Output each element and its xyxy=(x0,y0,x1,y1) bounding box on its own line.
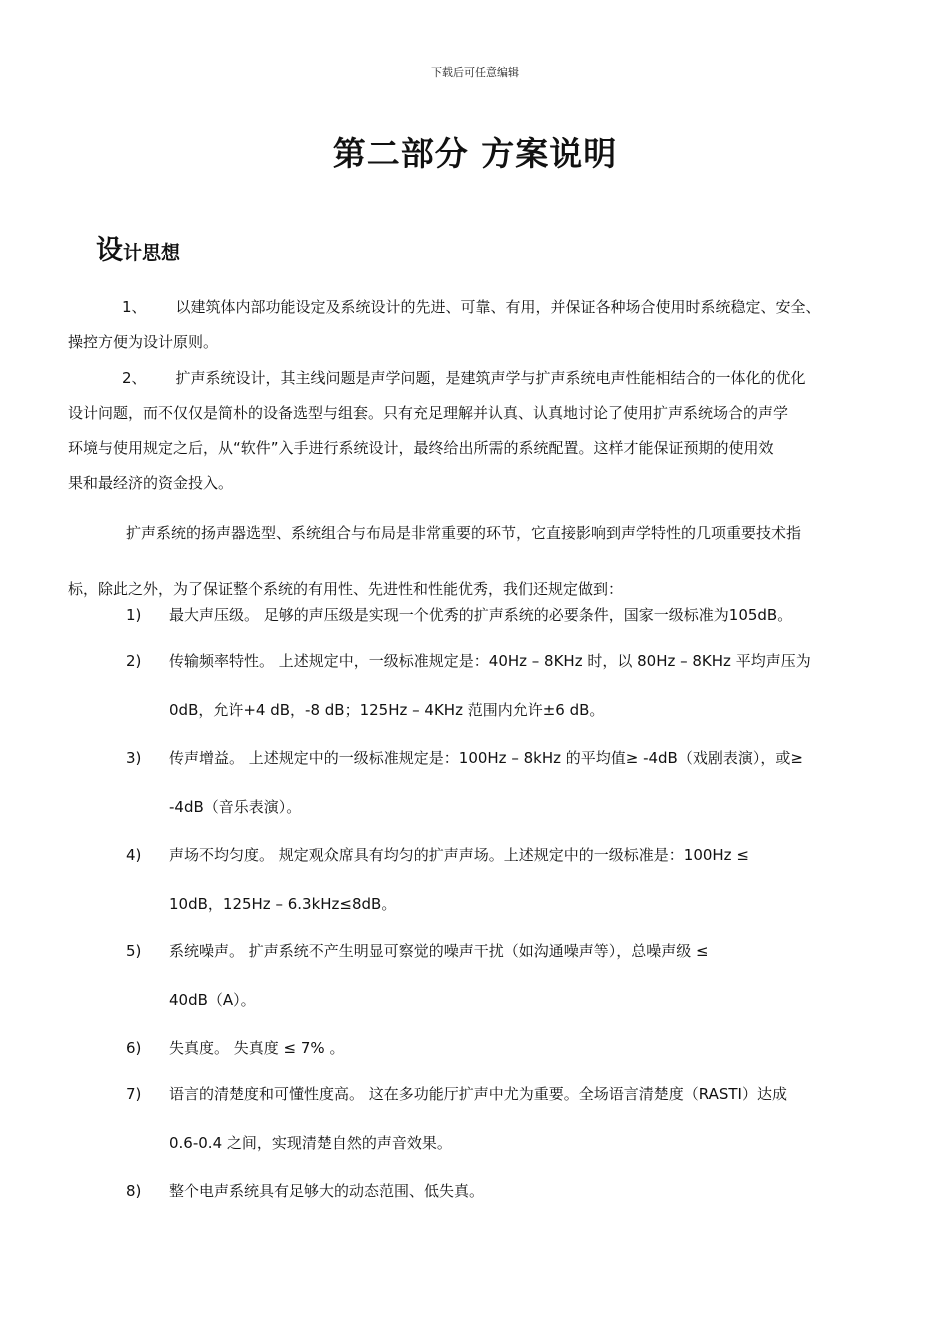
list-item-text: 失真度。 失真度 ≤ 7% 。 xyxy=(169,1039,345,1057)
list-item xyxy=(126,734,882,832)
paragraph-number: 1、 xyxy=(122,298,147,316)
paragraph-line: 环境与使用规定之后，从“软件”入手进行系统设计，最终给出所需的系统配置。这样才能保证预期的使用效 xyxy=(68,439,774,457)
list-item-text: 最大声压级。 足够的声压级是实现一个优秀的扩声系统的必要条件，国家一级标准为105dB。 xyxy=(169,606,793,624)
section-heading-first-char: 设 xyxy=(96,235,123,266)
paragraph-line: 标，除此之外，为了保证整个系统的有用性、先进性和性能优秀，我们还规定做到： xyxy=(68,580,624,598)
list-item-number: 8) xyxy=(126,1182,142,1200)
page-title: 第二部分 方案说明 xyxy=(332,134,618,173)
list-item-number: 1) xyxy=(126,606,142,624)
section-heading-rest: 计思想 xyxy=(123,242,181,264)
paragraph-line: 1、 以建筑体内部功能设定及系统设计的先进、可靠、有用，并保证各种场合使用时系统稳定、安全、 xyxy=(122,298,821,316)
paragraph-line: 扩声系统的扬声器选型、系统组合与布局是非常重要的环节，它直接影响到声学特性的几项重要技术指 xyxy=(126,524,802,542)
list-item xyxy=(126,591,882,640)
paragraph-number: 2、 xyxy=(122,369,147,387)
section-heading xyxy=(96,228,180,267)
list-item-number: 6) xyxy=(126,1039,142,1057)
list-item xyxy=(126,1070,882,1168)
list-item-number: 5) xyxy=(126,942,142,960)
list-item-number: 4) xyxy=(126,846,142,864)
paragraph-2 xyxy=(68,361,880,501)
list-item-text: 语言的清楚度和可懂性度高。 这在多功能厅扩声中尤为重要。全场语言清楚度（RASTI）达成 0.6-0.4 之间，实现清楚自然的声音效果。 xyxy=(169,1085,787,1152)
paragraph-line: 2、 扩声系统设计，其主线问题是声学问题，是建筑声学与扩声系统电声性能相结合的一体化的优化 xyxy=(122,369,806,387)
list-item xyxy=(126,637,882,735)
list-item-number: 2) xyxy=(126,652,142,670)
list-item xyxy=(126,1024,882,1073)
list-item-text: 传输频率特性。 上述规定中，一级标准规定是：40Hz – 8KHz 时，以 80Hz – 8KHz 平均声压为 0dB，允许+4 dB，-8 dB；125Hz – 4KHz 范围内允许±6 dB。 xyxy=(169,652,811,719)
list-item xyxy=(126,1167,882,1216)
paragraph-line: 果和最经济的资金投入。 xyxy=(68,474,234,492)
paragraph-line: 设计问题，而不仅仅是简朴的设备选型与组套。只有充足理解并认真、认真地讨论了使用扩声系统场合的声学 xyxy=(68,404,789,422)
list-item-number: 3) xyxy=(126,749,142,767)
paragraph-1 xyxy=(68,290,880,360)
list-item-text: 声场不均匀度。 规定观众席具有均匀的扩声声场。上述规定中的一级标准是：100Hz ≤ 10dB，125Hz – 6.3kHz≤8dB。 xyxy=(169,846,749,913)
list-item-text: 整个电声系统具有足够大的动态范围、低失真。 xyxy=(169,1182,485,1200)
list-item-text: 系统噪声。 扩声系统不产生明显可察觉的噪声干扰（如沟通噪声等），总噪声级 ≤ 40dB（A）。 xyxy=(169,942,709,1009)
list-item-number: 7) xyxy=(126,1085,142,1103)
list-item-text: 传声增益。 上述规定中的一级标准规定是：100Hz – 8kHz 的平均值≥ -4dB（戏剧表演），或≥ -4dB（音乐表演）。 xyxy=(169,749,803,816)
list-item xyxy=(126,927,882,1025)
page-header: 下载后可任意编辑 xyxy=(431,66,519,79)
list-item xyxy=(126,831,882,929)
paragraph-line: 操控方便为设计原则。 xyxy=(68,333,219,351)
